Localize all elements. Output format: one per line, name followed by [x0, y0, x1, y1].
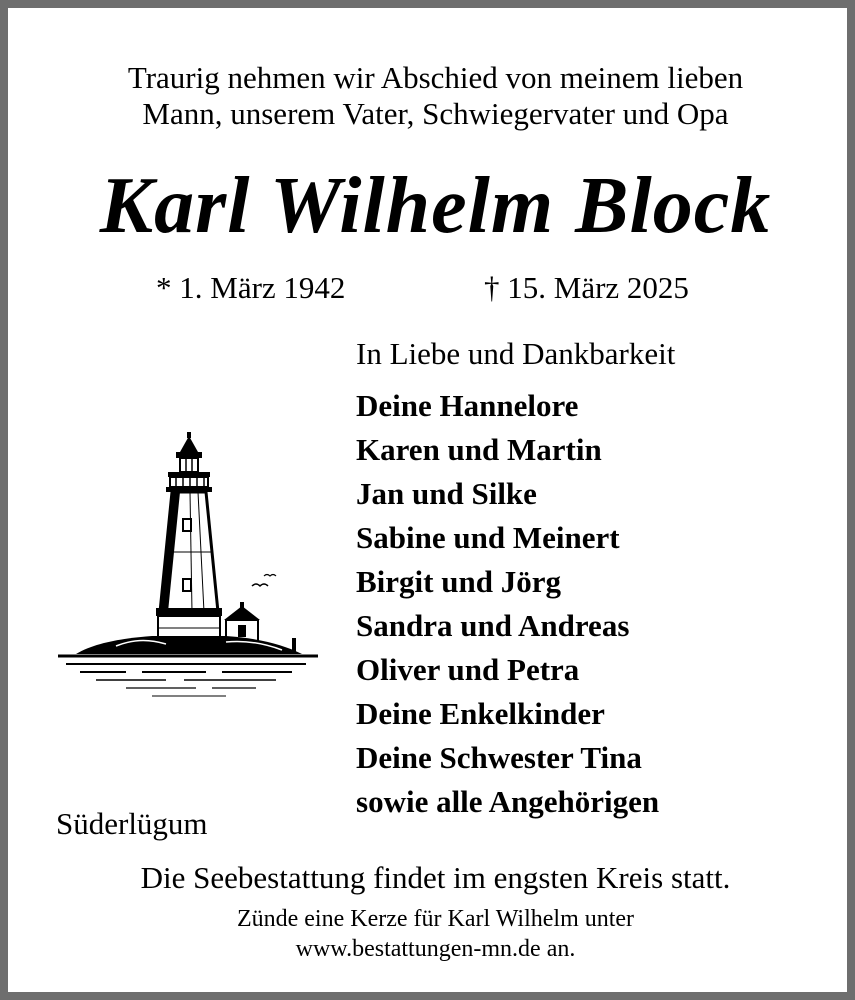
mourner-item: Deine Hannelore — [356, 388, 579, 423]
mourner-item: Birgit und Jörg — [356, 564, 561, 599]
deceased-name: Karl Wilhelm Block — [99, 162, 772, 250]
mourner-item: Deine Schwester Tina — [356, 740, 642, 775]
birth-date: * 1. März 1942 — [156, 270, 346, 305]
candle-note-link[interactable]: www.bestattungen-mn.de an. — [295, 936, 576, 962]
intro-text — [8, 60, 855, 132]
mourner-item: Jan und Silke — [356, 476, 537, 511]
mourner-item: sowie alle Angehörigen — [356, 784, 660, 819]
candle-note — [8, 904, 855, 964]
mourner-item: Sabine und Meinert — [356, 520, 620, 555]
burial-note: Die Seebestattung findet im engsten Kreis statt. — [140, 860, 731, 895]
mourner-item: Oliver und Petra — [356, 652, 580, 687]
place-name: Süderlügum — [56, 806, 208, 841]
intro-line-1: Traurig nehmen wir Abschied von meinem lieben — [127, 60, 744, 95]
mourner-item: Deine Enkelkinder — [356, 696, 605, 731]
death-date: † 15. März 2025 — [484, 270, 689, 305]
lighthouse-icon — [56, 432, 322, 700]
mourner-item: Sandra und Andreas — [356, 608, 630, 643]
intro-line-2: Mann, unserem Vater, Schwiegervater und Opa — [142, 96, 729, 131]
mourners-list — [356, 384, 659, 824]
candle-note-line-1: Zünde eine Kerze für Karl Wilhelm unter — [236, 906, 635, 932]
closing-phrase: In Liebe und Dankbarkeit — [356, 336, 676, 371]
mourner-item: Karen und Martin — [356, 432, 602, 467]
